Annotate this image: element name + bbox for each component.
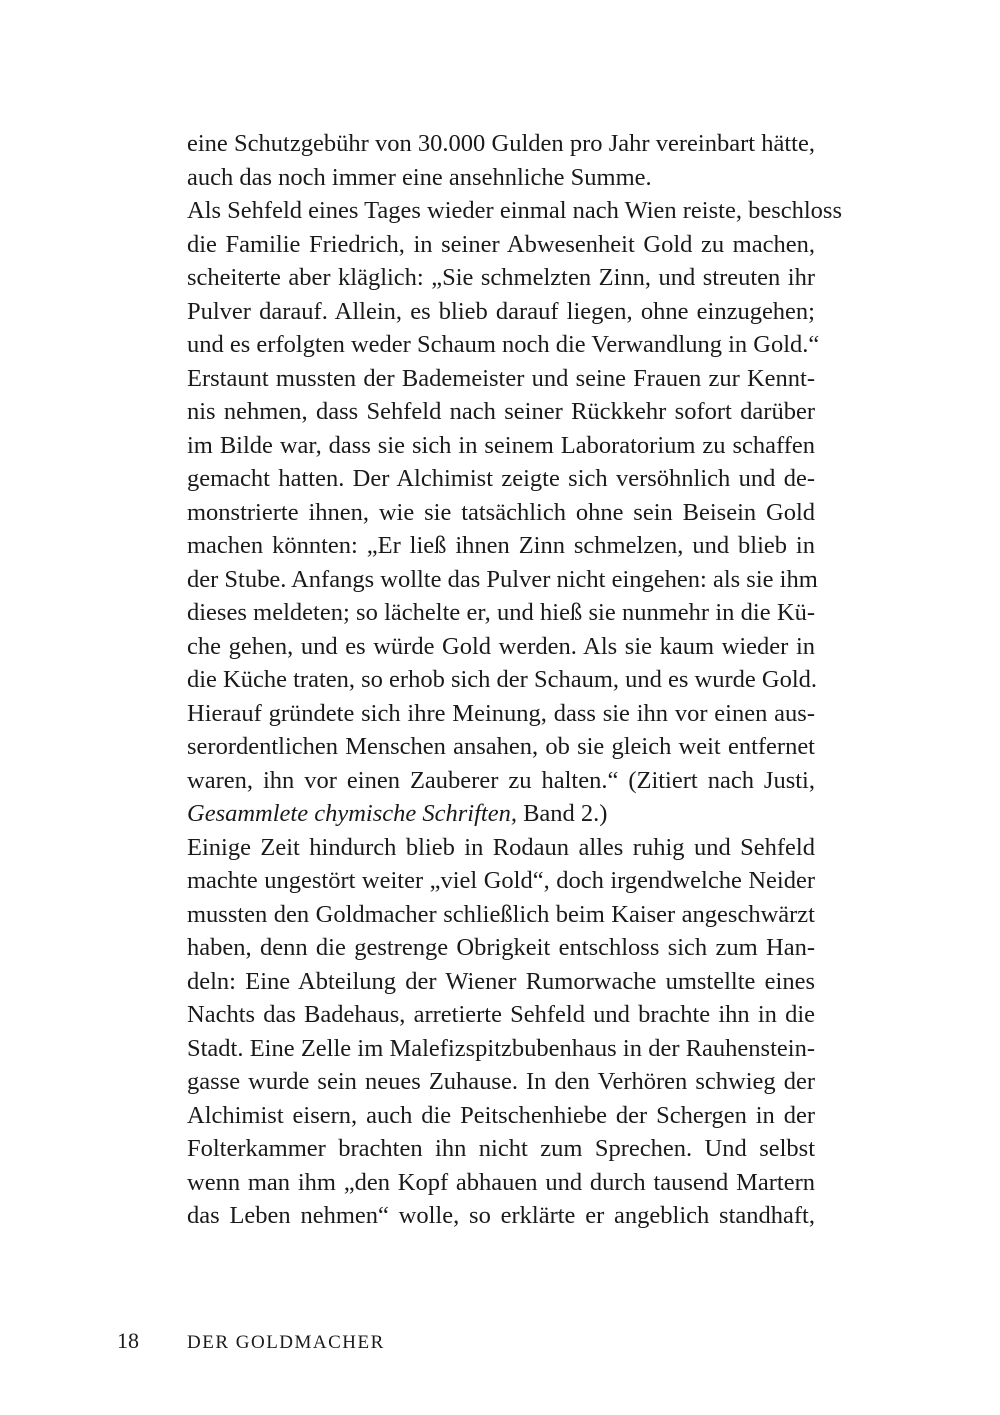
text-line [187, 563, 818, 597]
text-line-content: scheiterte aber kläglich: „Sie schmelzten Zinn, und streuten ihr [187, 264, 815, 291]
text-line-content: haben, denn die gestrenge Obrigkeit entschloss sich zum Han- [187, 934, 815, 961]
text-line-content: die Familie Friedrich, in seiner Abwesenheit Gold zu machen, [187, 230, 815, 258]
text-line [187, 496, 815, 530]
text-line-content: deln: Eine Abteilung der Wiener Rumorwache umstellte eines [187, 967, 815, 995]
text-line-content: machte ungestört weiter „viel Gold“, doch irgendwelche Neider [187, 867, 815, 894]
text-line-content: eine Schutzgebühr von 30.000 Gulden pro Jahr vereinbart hätte, [187, 130, 815, 157]
text-line [187, 395, 815, 429]
page-footer [117, 1326, 385, 1356]
text-line-content: Alchimist eisern, auch die Peitschenhiebe der Schergen in der [187, 1101, 815, 1129]
text-line [187, 295, 815, 329]
text-line-content: machen könnten: „Er ließ ihnen Zinn schmelzen, und blieb in [187, 532, 815, 559]
text-line [187, 864, 815, 898]
text-line [187, 831, 815, 865]
text-line [187, 462, 815, 496]
text-line [187, 194, 842, 228]
text-line-content: nis nehmen, dass Sehfeld nach seiner Rückkehr sofort darüber [187, 398, 815, 425]
text-line-italic: Gesammlete chymische Schriften, [187, 800, 517, 827]
text-line [187, 663, 818, 697]
text-line [187, 898, 815, 932]
text-line [187, 228, 815, 262]
text-line-content: der Stube. Anfangs wollte das Pulver nicht eingehen: als sie ihm [187, 565, 818, 593]
text-line-content: auch das noch immer eine ansehnliche Summe. [187, 163, 652, 191]
text-line [187, 1065, 815, 1099]
text-line-content: Pulver darauf. Allein, es blieb darauf liegen, ohne einzugehen; [187, 297, 815, 325]
text-line-content: serordentlichen Menschen ansahen, ob sie gleich weit entfernet [187, 733, 815, 760]
text-line-content: mussten den Goldmacher schließlich beim Kaiser angeschwärzt [187, 900, 815, 928]
running-title: DER GOLDMACHER [187, 1332, 385, 1353]
text-line-content: Band 2.) [516, 800, 608, 827]
text-line [187, 429, 815, 463]
text-line [187, 328, 820, 362]
text-line [187, 630, 815, 664]
text-line [187, 261, 815, 295]
text-line [187, 797, 815, 831]
text-line-content: Stadt. Eine Zelle im Malefizspitzbubenhaus in der Rauhenstein- [187, 1034, 815, 1062]
text-line [187, 1032, 815, 1066]
text-line [187, 931, 815, 965]
text-line [187, 1132, 815, 1166]
text-line-content: und es erfolgten weder Schaum noch die Verwandlung in Gold.“ [187, 331, 820, 358]
body-text [187, 127, 842, 1233]
text-line-content: Hierauf gründete sich ihre Meinung, dass sie ihn vor einen aus- [187, 699, 815, 727]
text-line [187, 730, 815, 764]
text-line-content: Einige Zeit hindurch blieb in Rodaun alles ruhig und Sehfeld [187, 833, 815, 861]
text-line-content: im Bilde war, dass sie sich in seinem Laboratorium zu schaffen [187, 431, 815, 459]
text-line-content: monstrierte ihnen, wie sie tatsächlich ohne sein Beisein Gold [187, 498, 815, 526]
text-line-content: das Leben nehmen“ wolle, so erklärte er angeblich standhaft, [187, 1202, 815, 1229]
text-line-content: waren, ihn vor einen Zauberer zu halten.“ (Zitiert nach Justi, [187, 766, 815, 794]
page-number: 18 [117, 1328, 139, 1353]
text-line [187, 362, 815, 396]
text-line [187, 1199, 815, 1233]
text-line-content: wenn man ihm „den Kopf abhauen und durch tausend Martern [187, 1168, 815, 1196]
text-line-content: dieses meldeten; so lächelte er, und hieß sie nunmehr in die Kü- [187, 599, 815, 626]
text-line [187, 998, 815, 1032]
text-line-content: che gehen, und es würde Gold werden. Als sie kaum wieder in [187, 632, 815, 660]
text-line-content: die Küche traten, so erhob sich der Schaum, und es wurde Gold. [187, 666, 818, 693]
text-line-content: Erstaunt mussten der Bademeister und seine Frauen zur Kennt- [187, 364, 815, 392]
text-line [187, 127, 815, 161]
text-line-content: Nachts das Badehaus, arretierte Sehfeld und brachte ihn in die [187, 1001, 815, 1028]
text-line [187, 1166, 815, 1200]
text-line [187, 697, 815, 731]
text-line-content: gasse wurde sein neues Zuhause. In den Verhören schwieg der [187, 1068, 815, 1095]
text-line [187, 1099, 815, 1133]
text-line [187, 529, 815, 563]
text-line [187, 965, 815, 999]
text-line-content: gemacht hatten. Der Alchimist zeigte sich versöhnlich und de- [187, 465, 815, 492]
text-line [187, 764, 815, 798]
text-line-content: Als Sehfeld eines Tages wieder einmal nach Wien reiste, beschloss [187, 197, 842, 224]
text-line [187, 596, 815, 630]
text-line-content: Folterkammer brachten ihn nicht zum Sprechen. Und selbst [187, 1135, 815, 1162]
text-line [187, 161, 815, 195]
